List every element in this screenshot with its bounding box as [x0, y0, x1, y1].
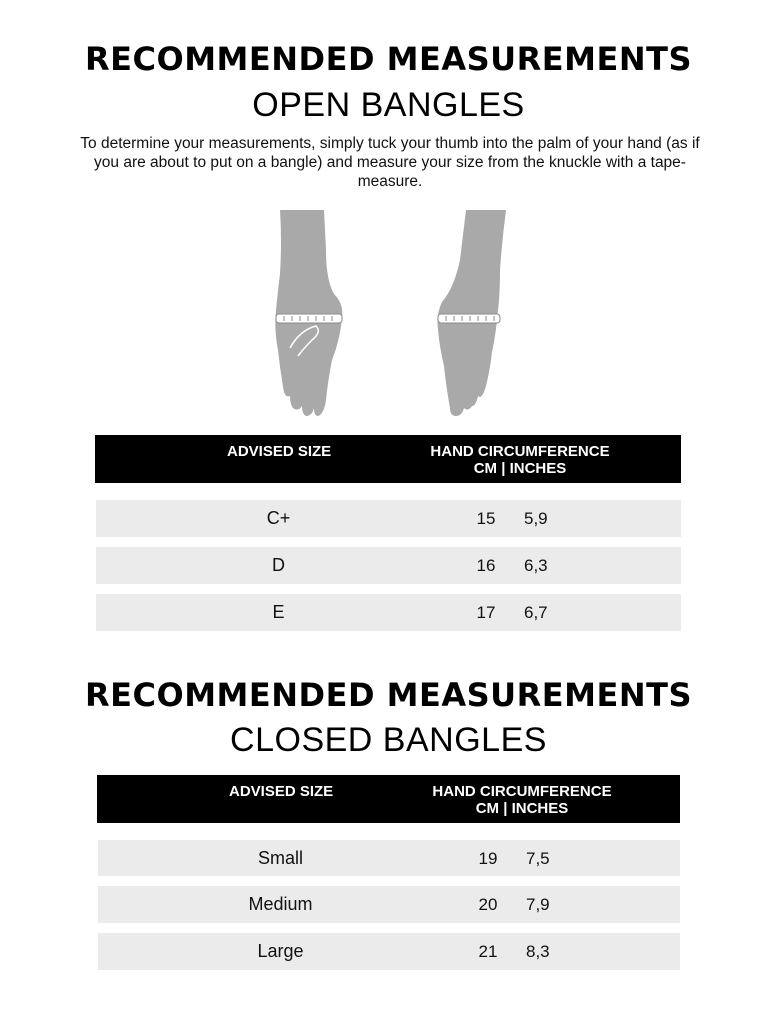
hand-circumference-column-header — [395, 443, 645, 477]
inches-cell: 7,9 — [526, 895, 550, 914]
advised-size-cell: Large — [257, 941, 304, 961]
advised-size-cell: Small — [257, 848, 303, 868]
hand-circumference-column-header — [397, 783, 647, 817]
left-hand-icon — [275, 210, 342, 416]
table-row — [96, 547, 681, 584]
advised-size-column-header: ADVISED SIZE — [229, 783, 334, 800]
open-section-subheading: OPEN BANGLES — [252, 86, 525, 124]
open-table-header — [95, 435, 681, 483]
units-label: CM | INCHES — [475, 800, 569, 817]
units-label: CM | INCHES — [473, 460, 567, 477]
cm-cell: 19 — [478, 849, 498, 868]
hand-circumference-label: HAND CIRCUMFERENCE — [432, 783, 612, 800]
hands-measuring-illustration — [260, 210, 520, 422]
closed-section-subheading: CLOSED BANGLES — [230, 721, 547, 759]
cm-cell: 16 — [476, 556, 496, 575]
closed-table-header — [97, 775, 680, 823]
table-row — [98, 840, 680, 876]
inches-cell: 6,7 — [524, 603, 548, 622]
cm-cell: 20 — [478, 895, 498, 914]
table-row — [98, 886, 680, 923]
left-tape-measure — [276, 314, 342, 323]
inches-cell: 7,5 — [526, 849, 550, 868]
table-row — [96, 594, 681, 631]
measurement-instructions: To determine your measurements, simply tuck your thumb into the palm of your hand (as if you are about to put on a bangle) and measure your size from the knuckle with a tape-measure. — [80, 135, 700, 190]
cm-cell: 21 — [478, 942, 498, 961]
table-row — [98, 933, 680, 970]
inches-cell: 8,3 — [526, 942, 550, 961]
advised-size-column-header: ADVISED SIZE — [227, 443, 332, 460]
cm-cell: 17 — [476, 603, 496, 622]
advised-size-cell: D — [272, 555, 285, 575]
right-tape-measure — [438, 314, 500, 323]
closed-section-heading: RECOMMENDED MEASUREMENTS — [85, 676, 692, 714]
inches-cell: 6,3 — [524, 556, 548, 575]
right-hand-icon — [438, 210, 507, 416]
advised-size-cell: C+ — [266, 508, 291, 528]
advised-size-cell: Medium — [248, 894, 313, 914]
table-row — [96, 500, 681, 537]
open-section-heading: RECOMMENDED MEASUREMENTS — [85, 40, 692, 78]
inches-cell: 5,9 — [524, 509, 548, 528]
advised-size-cell: E — [272, 602, 285, 622]
cm-cell: 15 — [476, 509, 496, 528]
hand-circumference-label: HAND CIRCUMFERENCE — [430, 443, 610, 460]
